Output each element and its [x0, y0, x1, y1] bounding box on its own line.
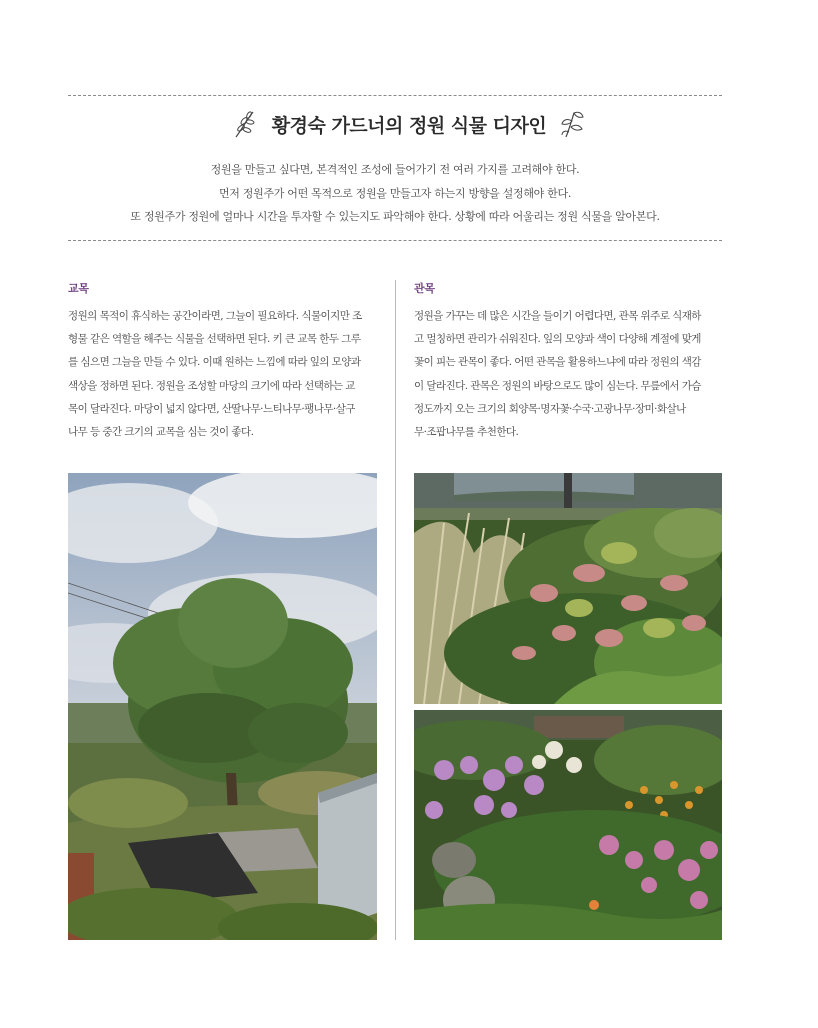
intro-paragraph [68, 158, 722, 229]
left-sprig-icon [232, 109, 258, 139]
body-line: 정도까지 오는 크기의 회양목·명자꽃·수국·고광나무·장미·화살나 [414, 402, 686, 415]
left-column [68, 280, 378, 444]
intro-line: 또 정원주가 정원에 얼마나 시간을 투자할 수 있는지도 파악해야 한다. 상황에 따라 어울리는 정원 식물을 알아본다. [130, 210, 660, 223]
body-line: 나무 등 중간 크기의 교목을 심는 것이 좋다. [68, 426, 254, 439]
body-line: 정원을 가꾸는 데 많은 시간을 들이기 어렵다면, 관목 위주로 식재하 [414, 310, 701, 322]
intro-line: 정원을 만들고 싶다면, 본격적인 조성에 들어가기 전 여러 가지를 고려해야 한다. [210, 163, 580, 176]
right-column [414, 280, 724, 444]
body-line: 무·조팝나무를 추천한다. [414, 426, 519, 439]
body-line: 꽃이 피는 관목이 좋다. 어떤 관목을 활용하느냐에 따라 정원의 색감 [414, 356, 701, 369]
body-line: 정원의 목적이 휴식하는 공간이라면, 그늘이 필요하다. 식물이지만 조 [68, 310, 362, 322]
right-column-heading: 관목 [414, 282, 435, 295]
top-dashed-rule [68, 95, 722, 96]
column-divider [395, 280, 396, 940]
left-column-heading: 교목 [68, 282, 89, 295]
right-column-body [414, 305, 724, 444]
body-line: 색상을 정하면 된다. 정원을 조성할 마당의 크기에 따라 선택하는 교 [68, 379, 355, 392]
body-line: 형물 같은 역할을 해주는 식물을 선택하면 된다. 키 큰 교목 한두 그루 [68, 333, 361, 346]
right-sprig-icon [560, 109, 586, 139]
body-line: 고 멀칭하면 관리가 쉬워진다. 잎의 모양과 색이 다양해 계절에 맞게 [414, 333, 701, 346]
tree-photo [68, 473, 377, 940]
flower-garden-photo [414, 710, 722, 940]
left-column-body [68, 305, 378, 444]
grass-shrub-photo [414, 473, 722, 704]
title-block [0, 106, 818, 142]
body-line: 를 심으면 그늘을 만들 수 있다. 이때 원하는 느낌에 따라 잎의 모양과 [68, 356, 361, 369]
intro-line: 먼저 정원주가 어떤 목적으로 정원을 만들고자 하는지 방향을 설정해야 한다. [218, 186, 572, 200]
bottom-dashed-rule [68, 240, 722, 241]
page-title: 황경숙 가드너의 정원 식물 디자인 [271, 114, 547, 137]
body-line: 목이 달라진다. 마당이 넓지 않다면, 산딸나무·느티나무·팽나무·살구 [68, 402, 355, 415]
body-line: 이 달라진다. 관목은 정원의 바탕으로도 많이 심는다. 무릎에서 가슴 [414, 379, 701, 392]
